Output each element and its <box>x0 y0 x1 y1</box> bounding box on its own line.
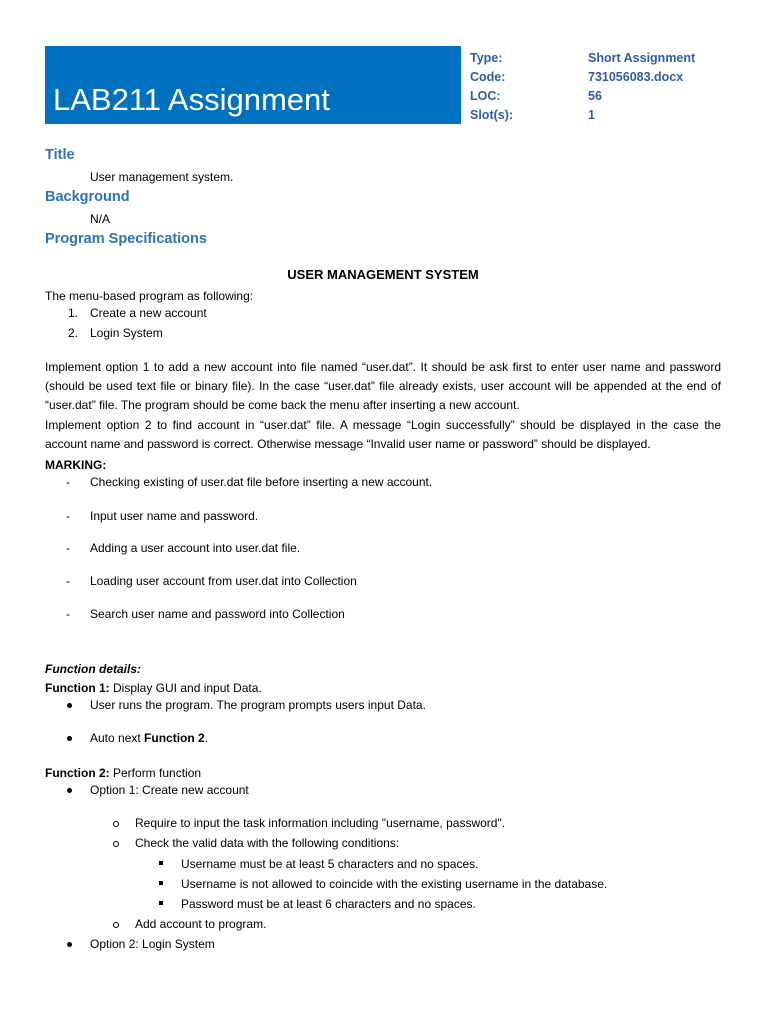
bullet-icon <box>67 942 72 947</box>
circle-bullet-icon <box>113 821 119 827</box>
menu-number: 2. <box>68 326 79 340</box>
option-2-item: Option 2: Login System <box>90 937 215 951</box>
background-text: N/A <box>90 212 111 226</box>
function-1-bullet <box>90 730 208 746</box>
option-1-item: Option 1: Create new account <box>90 783 249 797</box>
square-bullet-icon <box>159 881 163 885</box>
meta-value: 56 <box>588 88 602 103</box>
marking-label: MARKING: <box>45 458 107 472</box>
title-text: User management system. <box>90 170 234 184</box>
meta-code <box>470 67 760 86</box>
document-title: LAB211 Assignment <box>53 82 330 117</box>
meta-label: Type: <box>470 50 503 65</box>
sub-item: Require to input the task information including "username, password". <box>135 816 506 830</box>
header-banner <box>45 46 461 124</box>
dash-bullet: - <box>66 475 70 489</box>
bullet-icon <box>67 736 72 741</box>
meta-label: Code: <box>470 69 506 84</box>
option2-paragraph: Implement option 2 to find account in “user.dat” file. A message “Login successfully” should be displayed in the case the account name and password is correct. Otherwise message “Invalid user name or password” should be displayed. <box>45 418 721 451</box>
circle-bullet-icon <box>113 841 119 847</box>
spec-intro: The menu-based program as following: <box>45 289 254 303</box>
marking-item: Search user name and password into Collection <box>90 607 345 621</box>
background-heading: Background <box>45 189 130 205</box>
meta-label: Slot(s): <box>470 107 514 122</box>
option1-paragraph: Implement option 1 to add a new account into file named “user.dat”. It should be ask first to enter user name and password (should be used text file or binary file). In the case “user.dat” file already exists, user account will be appended at the end of “user.dat” file. The program should be come back the menu after inserting a new account. <box>45 360 721 412</box>
bullet-icon <box>67 788 72 793</box>
dash-bullet: - <box>66 541 70 555</box>
title-heading: Title <box>45 147 75 163</box>
marking-item: Adding a user account into user.dat file. <box>90 541 301 555</box>
function-2-line <box>45 765 201 781</box>
auto-next-period: . <box>204 731 209 745</box>
meta-slots <box>470 105 760 124</box>
condition-item: Username must be at least 5 characters and no spaces. <box>181 857 479 871</box>
square-bullet-icon <box>159 861 163 865</box>
function-1-line <box>45 680 262 696</box>
dash-bullet: - <box>66 509 70 523</box>
marking-item: Loading user account from user.dat into Collection <box>90 574 357 588</box>
bullet-icon <box>67 703 72 708</box>
function-details-label: Function details: <box>45 662 141 676</box>
document-meta <box>470 48 760 124</box>
circle-bullet-icon <box>113 922 119 928</box>
meta-label: LOC: <box>470 88 501 103</box>
menu-item-create-account: Create a new account <box>90 306 207 320</box>
square-bullet-icon <box>159 901 163 905</box>
condition-item: Password must be at least 6 characters and no spaces. <box>181 897 476 911</box>
add-account-item: Add account to program. <box>135 917 267 931</box>
menu-item-login: Login System <box>90 326 163 340</box>
spec-center-title: USER MANAGEMENT SYSTEM <box>287 267 479 282</box>
meta-value: 1 <box>588 107 595 122</box>
condition-item: Username is not allowed to coincide with the existing username in the database. <box>181 877 608 891</box>
auto-next-text: Auto next <box>90 731 145 745</box>
function-1-label: Function 1: <box>45 681 110 695</box>
sub-item: Check the valid data with the following conditions: <box>135 836 400 850</box>
meta-type <box>470 48 760 67</box>
dash-bullet: - <box>66 607 70 621</box>
meta-value: Short Assignment <box>588 50 696 65</box>
function-1-bullet: User runs the program. The program prompts users input Data. <box>90 698 426 712</box>
function-1-desc: Display GUI and input Data. <box>109 681 262 695</box>
menu-number: 1. <box>68 306 79 320</box>
marking-item: Checking existing of user.dat file before inserting a new account. <box>90 475 433 489</box>
marking-item: Input user name and password. <box>90 509 259 523</box>
function-2-desc: Perform function <box>109 766 202 780</box>
dash-bullet: - <box>66 574 70 588</box>
meta-value: 731056083.docx <box>588 69 684 84</box>
meta-loc <box>470 86 760 105</box>
program-specifications-heading: Program Specifications <box>45 231 207 247</box>
auto-next-target: Function 2 <box>144 731 205 745</box>
function-2-label: Function 2: <box>45 766 110 780</box>
